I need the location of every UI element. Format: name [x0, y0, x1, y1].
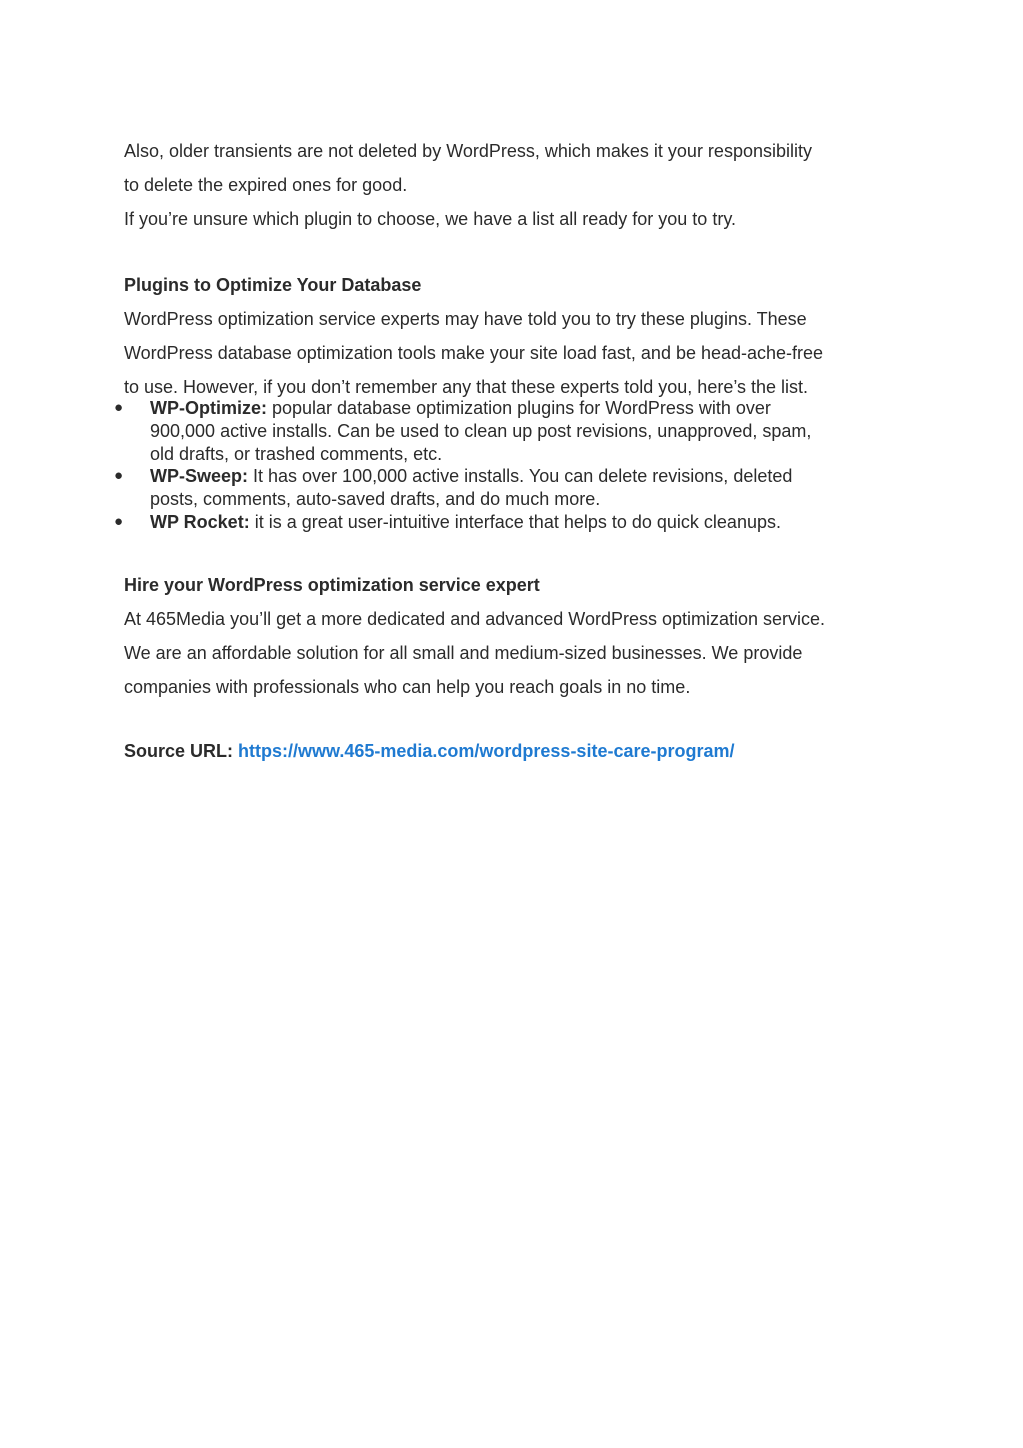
plugins-paragraph-line: WordPress optimization service experts may have told you to try these plugins. These [124, 309, 807, 329]
plugin-description: old drafts, or trashed comments, etc. [150, 443, 443, 464]
intro-line: Also, older transients are not deleted by WordPress, which makes it your responsibility [124, 141, 812, 161]
plugins-paragraph-line: WordPress database optimization tools make your site load fast, and be head-ache-free [124, 343, 824, 363]
source-line [124, 734, 904, 768]
source-url-link[interactable]: https://www.465-media.com/wordpress-site-care-program/ [238, 740, 735, 761]
plugin-description: posts, comments, auto-saved drafts, and do much more. [150, 489, 601, 510]
plugin-description: 900,000 active installs. Can be used to clean up post revisions, unapproved, spam, [150, 420, 812, 441]
section-spacer [124, 704, 904, 734]
bullet-dot-icon: ● [114, 467, 124, 485]
document-page [114, 134, 904, 768]
bullet-dot-icon: ● [114, 399, 124, 416]
plugin-name: WP-Sweep: [150, 466, 249, 487]
hire-paragraph-line: companies with professionals who can help you reach goals in no time. [124, 676, 691, 697]
plugins-paragraph-line: to use. However, if you don’t remember any that these experts told you, here’s the list. [124, 377, 809, 397]
hire-paragraph-line: We are an affordable solution for all small and medium-sized businesses. We provide [124, 642, 803, 663]
section-spacer [124, 236, 904, 268]
plugin-list-item [114, 397, 914, 465]
intro-line: to delete the expired ones for good. [124, 175, 408, 195]
plugin-description: It has over 100,000 active installs. You can delete revisions, deleted [248, 466, 793, 487]
plugin-list-item [114, 511, 914, 534]
section-spacer [124, 541, 904, 568]
plugin-name: WP Rocket: [150, 511, 250, 532]
plugin-description: popular database optimization plugins for WordPress with over [267, 398, 771, 418]
hire-paragraph-line: At 465Media you’ll get a more dedicated and advanced WordPress optimization service. [124, 608, 826, 629]
intro-line: If you’re unsure which plugin to choose, we have a list all ready for you to try. [124, 209, 736, 229]
plugins-heading: Plugins to Optimize Your Database [124, 275, 422, 295]
source-label: Source URL: [124, 740, 234, 761]
bullet-dot-icon: ● [114, 512, 124, 530]
hire-heading: Hire your WordPress optimization service expert [124, 574, 540, 595]
plugin-name: WP-Optimize: [150, 398, 267, 418]
plugin-list-item [114, 465, 914, 511]
plugin-list [114, 397, 914, 534]
plugin-description: it is a great user-intuitive interface that helps to do quick cleanups. [249, 511, 781, 532]
